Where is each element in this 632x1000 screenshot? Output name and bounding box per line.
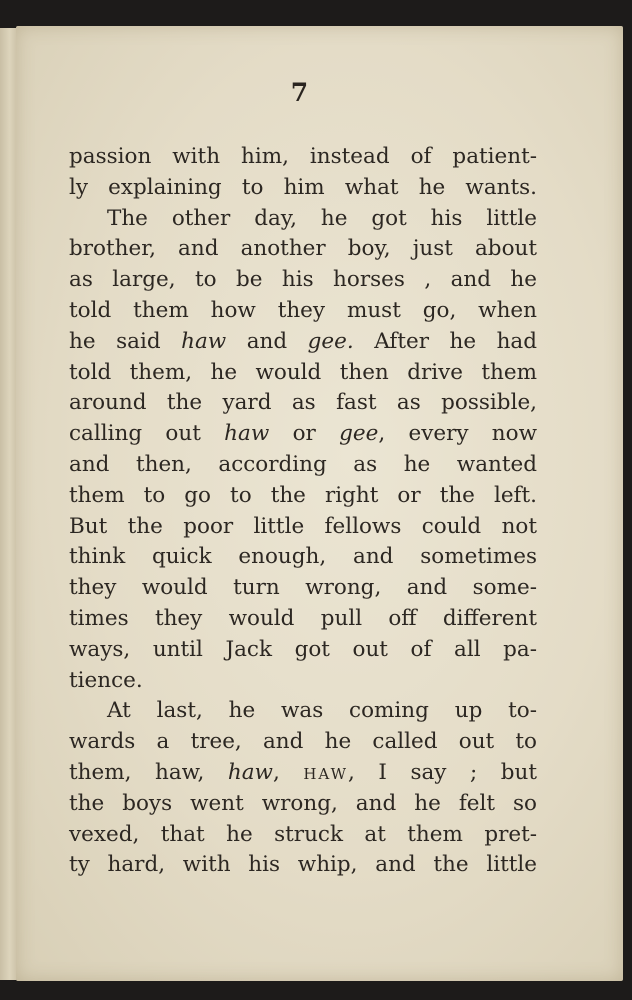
text-segment: , — [272, 759, 304, 785]
text-line — [69, 604, 537, 635]
text-line — [69, 173, 537, 204]
text-segment: After he had — [353, 328, 538, 354]
body-text — [69, 142, 537, 881]
text-segment: ly explaining to him what he wants. — [69, 174, 537, 200]
text-segment: The other day, he got his little — [107, 205, 537, 231]
text-segment: ways, until Jack got out of all pa- — [69, 636, 537, 662]
text-line — [69, 542, 537, 573]
text-segment: he said — [69, 328, 182, 354]
text-segment-italic: gee. — [307, 328, 354, 354]
text-segment-italic: gee — [339, 421, 379, 447]
text-segment: passion with him, instead of patient- — [69, 144, 537, 169]
text-line — [69, 296, 537, 327]
text-line — [69, 265, 537, 296]
text-line — [69, 512, 537, 543]
text-segment: them to go to the right or the left. — [69, 482, 537, 508]
book-page — [16, 26, 623, 981]
text-line — [69, 388, 537, 419]
text-segment: wards a tree, and he called out to — [69, 729, 537, 755]
text-segment: the boys went wrong, and he felt so — [69, 790, 537, 816]
text-segment-italic: haw — [224, 421, 270, 447]
text-segment: , every now — [378, 421, 538, 447]
text-line — [69, 204, 537, 235]
text-segment: calling out — [69, 421, 225, 447]
text-segment-italic: haw — [227, 759, 273, 785]
text-line — [69, 481, 537, 512]
text-line — [69, 327, 537, 358]
text-segment: them, haw, — [69, 759, 228, 785]
text-line — [69, 758, 537, 789]
text-segment: or — [269, 421, 340, 447]
text-segment: told them, he would then drive them — [69, 359, 537, 385]
text-line — [69, 234, 537, 265]
text-line — [69, 142, 537, 173]
text-line — [69, 358, 537, 389]
text-line — [69, 696, 537, 727]
text-line — [69, 635, 537, 666]
text-line — [69, 820, 537, 851]
text-line — [69, 666, 537, 697]
text-segment: , I say ; but — [348, 759, 538, 785]
text-segment: they would turn wrong, and some- — [69, 575, 537, 601]
text-line — [69, 573, 537, 604]
text-segment: think quick enough, and sometimes — [69, 544, 537, 570]
facing-page-edge — [0, 28, 17, 980]
text-segment: as large, to be his horses , and he — [69, 267, 537, 293]
text-segment: times they would pull off different — [69, 605, 537, 631]
text-segment: At last, he was coming up to- — [107, 698, 537, 724]
text-line — [69, 450, 537, 481]
text-segment: brother, and another boy, just about — [69, 236, 537, 262]
text-line — [69, 419, 537, 450]
text-segment: But the poor little fellows could not — [69, 513, 537, 539]
text-segment: and then, according as he wanted — [69, 451, 537, 477]
text-segment-italic: haw — [181, 328, 227, 354]
text-segment: around the yard as fast as possible, — [69, 390, 537, 416]
text-line — [69, 850, 537, 881]
text-segment: told them how they must go, when — [69, 297, 537, 323]
text-segment: vexed, that he struck at them pret- — [69, 821, 537, 847]
text-line — [69, 789, 537, 820]
text-segment: and — [226, 328, 308, 354]
page-number: 7 — [290, 78, 309, 107]
text-segment-smallcaps: HAW — [303, 764, 349, 783]
text-line — [69, 727, 537, 758]
text-segment: ty hard, with his whip, and the little — [69, 852, 537, 878]
text-segment: tience. — [69, 667, 143, 693]
